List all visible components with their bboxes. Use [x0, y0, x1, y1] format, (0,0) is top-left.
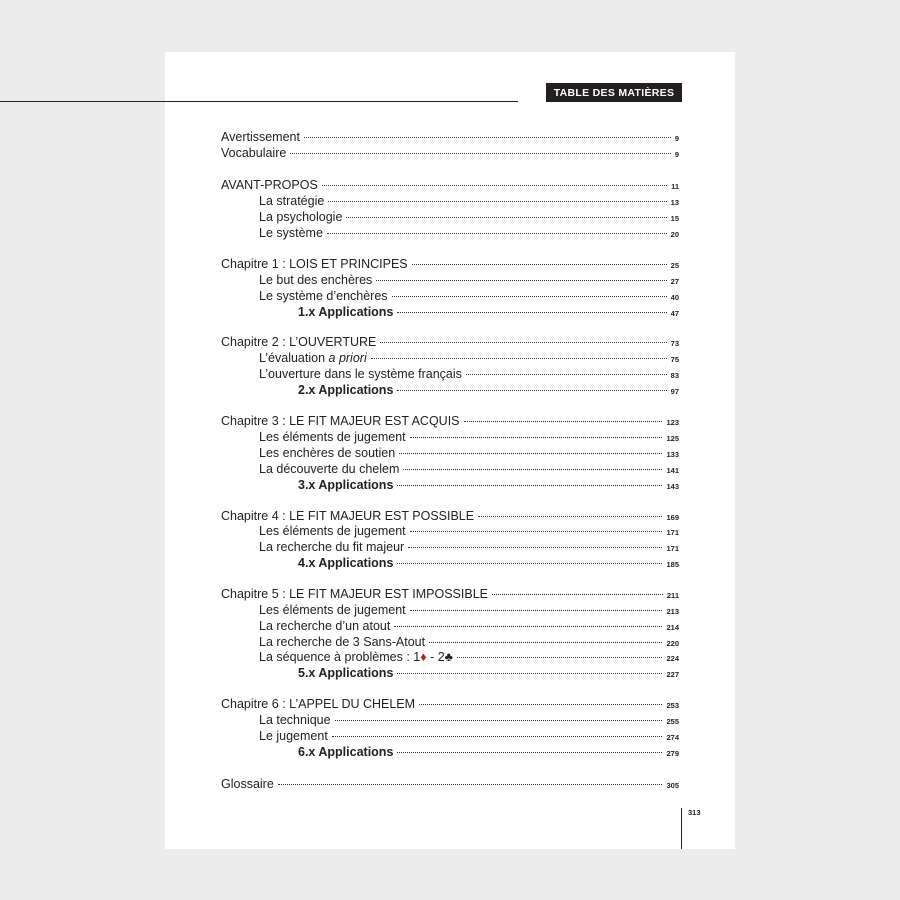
dot-leader	[397, 752, 662, 753]
toc-chapter-3[interactable]: Chapitre 3 : LE FIT MAJEUR EST ACQUIS 123	[221, 414, 679, 428]
toc-entry[interactable]: La psychologie 15	[259, 210, 679, 224]
toc-chapter-6[interactable]: Chapitre 6 : L’APPEL DU CHELEM 253	[221, 697, 679, 711]
dot-leader	[466, 374, 667, 375]
dot-leader	[327, 233, 667, 234]
dot-leader	[332, 736, 663, 737]
dot-leader	[397, 485, 662, 486]
dot-leader	[304, 137, 671, 138]
toc-applications[interactable]: 1.x Applications 47	[298, 305, 679, 319]
toc-chapter-5[interactable]: Chapitre 5 : LE FIT MAJEUR EST IMPOSSIBLE 211	[221, 587, 679, 601]
footer-rule	[681, 808, 682, 849]
toc-entry[interactable]: Le jugement 274	[259, 729, 679, 743]
dot-leader	[380, 342, 666, 343]
dot-leader	[457, 657, 663, 658]
dot-leader	[322, 185, 667, 186]
dot-leader	[394, 626, 662, 627]
toc-applications[interactable]: 5.x Applications 227	[298, 666, 679, 680]
toc-entry[interactable]: La recherche du fit majeur 171	[259, 540, 679, 554]
dot-leader	[410, 437, 663, 438]
toc-entry[interactable]: La recherche d’un atout 214	[259, 619, 679, 633]
toc-entry-avertissement[interactable]: Avertissement 9	[221, 130, 679, 144]
dot-leader	[399, 453, 662, 454]
page-title: TABLE DES MATIÈRES	[546, 83, 682, 102]
dot-leader	[376, 280, 666, 281]
toc-entry[interactable]: Le but des enchères 27	[259, 273, 679, 287]
diamond-suit-icon: ♦	[420, 650, 427, 664]
dot-leader	[412, 264, 667, 265]
toc-entry[interactable]: L’ouverture dans le système français 83	[259, 367, 679, 381]
dot-leader	[419, 704, 662, 705]
dot-leader	[403, 469, 662, 470]
dot-leader	[408, 547, 662, 548]
dot-leader	[478, 516, 662, 517]
toc-applications[interactable]: 4.x Applications 185	[298, 556, 679, 570]
dot-leader	[328, 201, 666, 202]
toc-entry[interactable]: L’évaluation a priori 75	[259, 351, 679, 365]
dot-leader	[397, 673, 662, 674]
dot-leader	[397, 390, 666, 391]
toc-entry[interactable]: La séquence à problèmes : 1♦ - 2♣ 224	[259, 650, 679, 664]
dot-leader	[397, 312, 666, 313]
dot-leader	[290, 153, 671, 154]
toc-entry[interactable]: La recherche de 3 Sans-Atout 220	[259, 635, 679, 649]
dot-leader	[492, 594, 663, 595]
toc-entry[interactable]: La stratégie 13	[259, 194, 679, 208]
club-suit-icon: ♣	[444, 650, 453, 664]
toc-entry[interactable]: Le système 20	[259, 226, 679, 240]
dot-leader	[278, 784, 663, 785]
dot-leader	[397, 563, 662, 564]
toc-entry[interactable]: Les enchères de soutien 133	[259, 446, 679, 460]
toc-chapter-1[interactable]: Chapitre 1 : LOIS ET PRINCIPES 25	[221, 257, 679, 271]
dot-leader	[335, 720, 663, 721]
dot-leader	[410, 610, 663, 611]
toc-entry[interactable]: La technique 255	[259, 713, 679, 727]
dot-leader	[429, 642, 662, 643]
dot-leader	[371, 358, 667, 359]
page-number: 313	[688, 808, 701, 817]
toc-chapter-2[interactable]: Chapitre 2 : L’OUVERTURE 73	[221, 335, 679, 349]
toc-applications[interactable]: 6.x Applications 279	[298, 745, 679, 759]
toc-entry-avant-propos[interactable]: AVANT-PROPOS 11	[221, 178, 679, 192]
dot-leader	[464, 421, 663, 422]
dot-leader	[410, 531, 663, 532]
toc-entry[interactable]: Les éléments de jugement 171	[259, 524, 679, 538]
toc-entry-vocabulaire[interactable]: Vocabulaire 9	[221, 146, 679, 160]
dot-leader	[392, 296, 667, 297]
toc-entry-glossaire[interactable]: Glossaire 305	[221, 777, 679, 791]
toc-chapter-4[interactable]: Chapitre 4 : LE FIT MAJEUR EST POSSIBLE 169	[221, 509, 679, 523]
toc-applications[interactable]: 3.x Applications 143	[298, 478, 679, 492]
toc-applications[interactable]: 2.x Applications 97	[298, 383, 679, 397]
toc-entry[interactable]: Le système d’enchères 40	[259, 289, 679, 303]
toc-entry[interactable]: Les éléments de jugement 213	[259, 603, 679, 617]
toc-entry[interactable]: La découverte du chelem 141	[259, 462, 679, 476]
toc-entry[interactable]: Les éléments de jugement 125	[259, 430, 679, 444]
dot-leader	[346, 217, 666, 218]
